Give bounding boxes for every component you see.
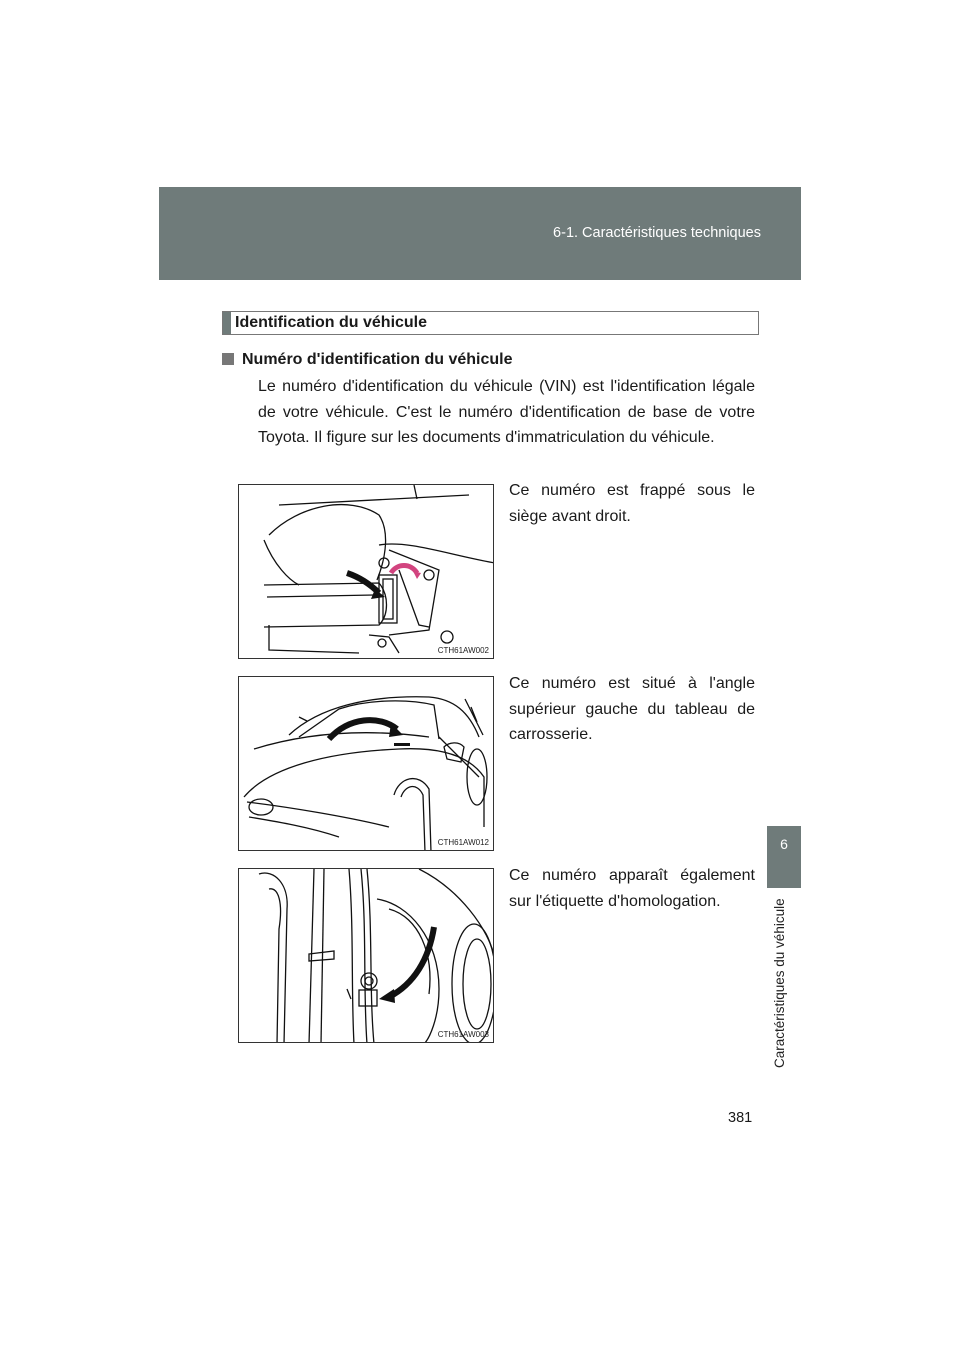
figure-caption: Ce numéro est frappé sous le siège avant droit. [509,482,755,525]
figure-code: CTH61AW012 [437,838,489,847]
intro-paragraph: Le numéro d'identification du véhicule (VIN) est l'identification légale de votre véhicule. C'est le numéro d'identification de base de votre Toyota. Il figure sur les documents d'immatriculation du véhicule. [258,378,755,446]
heading-accent-bar [223,312,231,334]
car-illustration [239,677,494,851]
chapter-number: 6 [780,836,788,852]
square-bullet-icon [222,353,234,365]
figure-code: CTH61AW002 [437,646,489,655]
figure-car [238,676,494,851]
header-band [159,187,801,280]
figure-seat [238,484,494,659]
figure-code: CTH61AW003 [437,1030,489,1039]
chapter-label: Caractéristiques du véhicule [772,898,787,1068]
door-pillar-illustration [239,869,494,1043]
seat-illustration [239,485,494,659]
subheading-text: Numéro d'identification du véhicule [242,351,513,368]
figure-caption: Ce numéro apparaît également sur l'étiquette d'homologation. [509,867,755,910]
figure-caption: Ce numéro est situé à l'angle supérieur gauche du tableau de carrosserie. [509,675,755,743]
page-number: 381 [728,1110,753,1126]
figure-door-pillar [238,868,494,1043]
chapter-tab [767,826,801,888]
section-heading-text: Identification du véhicule [235,314,428,331]
subheading [222,351,513,369]
breadcrumb: 6-1. Caractéristiques techniques [553,225,761,241]
section-heading [222,311,759,335]
